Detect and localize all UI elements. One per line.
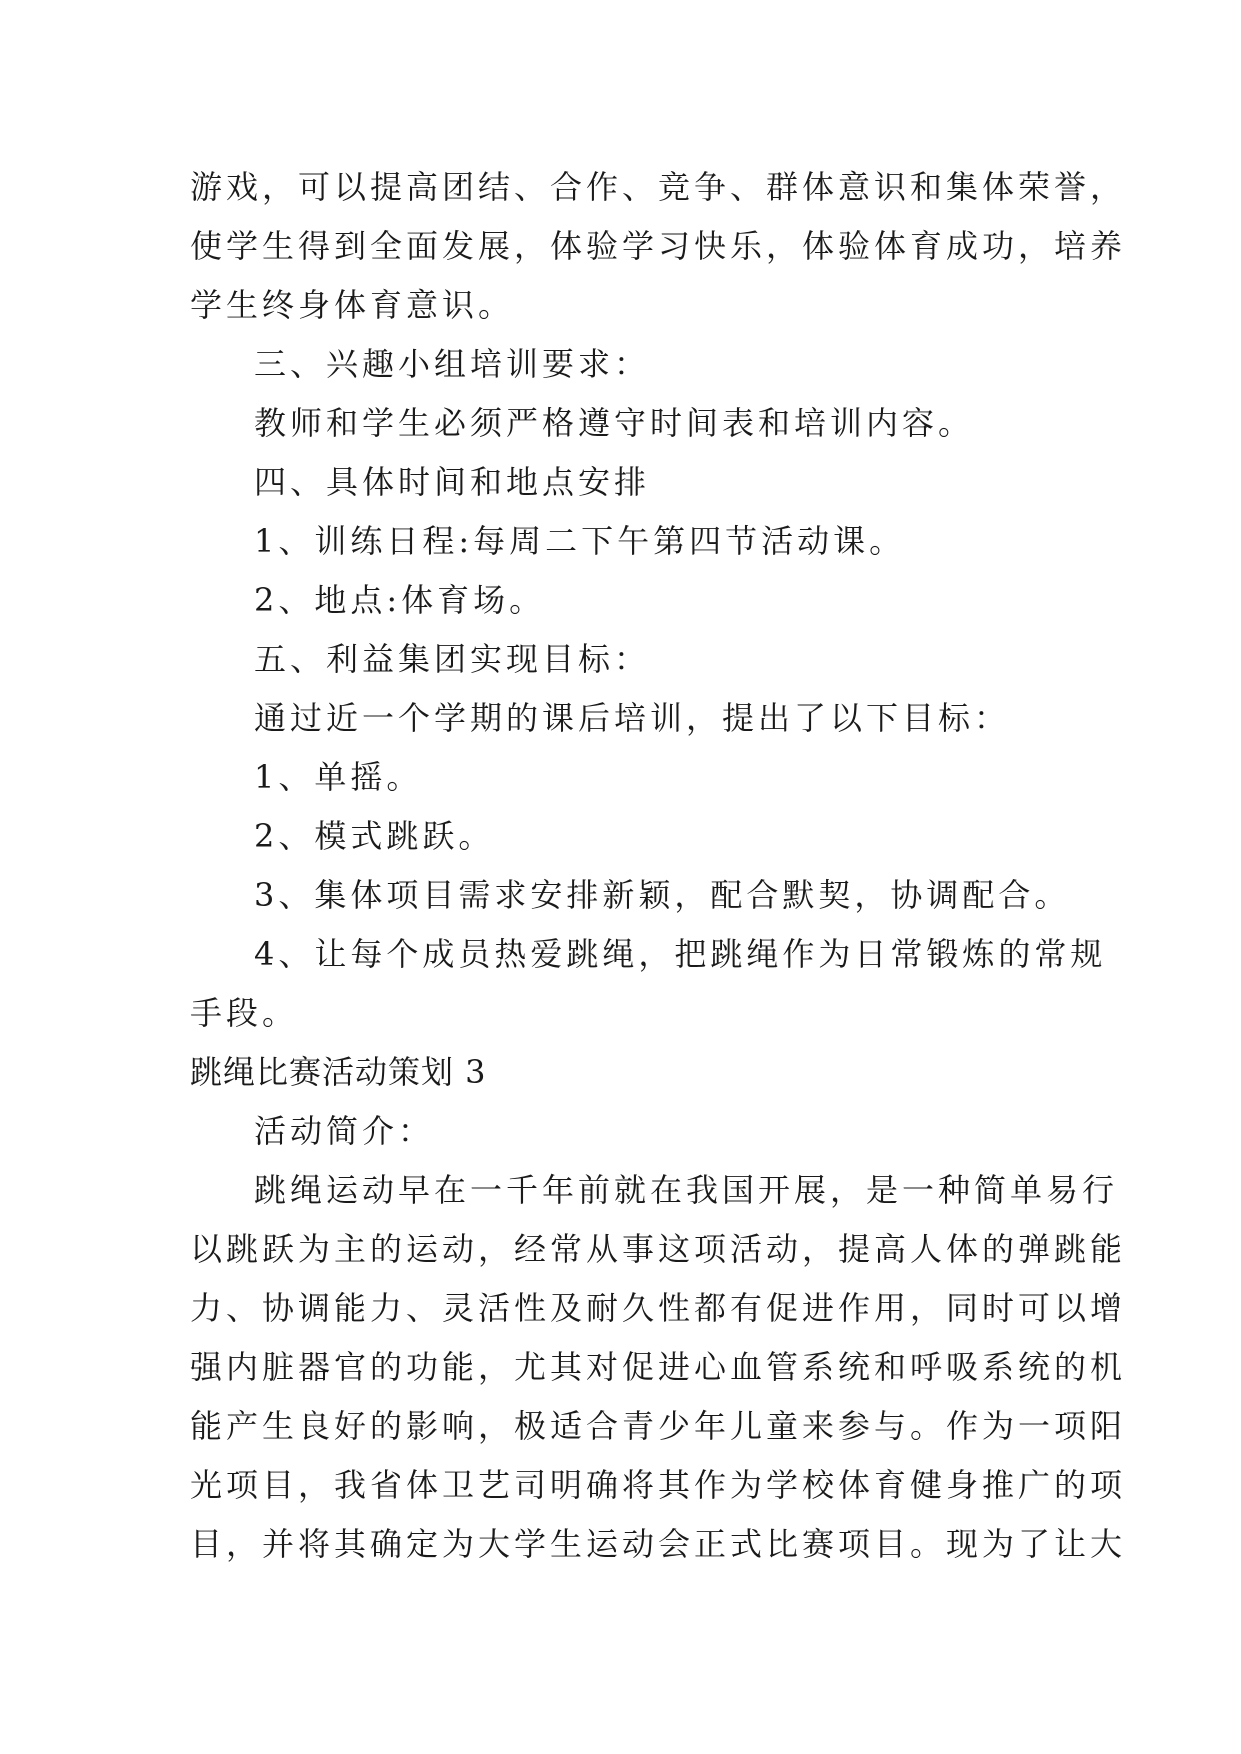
paragraph-line: 目，并将其确定为大学生运动会正式比赛项目。现为了让大 bbox=[190, 1525, 1127, 1563]
list-item: 2、地点:体育场。 bbox=[254, 581, 546, 619]
list-item: 3、集体项目需求安排新颖，配合默契，协调配合。 bbox=[254, 876, 1071, 914]
paragraph-line: 光项目，我省体卫艺司明确将其作为学校体育健身推广的项 bbox=[190, 1466, 1127, 1504]
paragraph-line: 以跳跃为主的运动，经常从事这项活动，提高人体的弹跳能 bbox=[190, 1230, 1127, 1268]
paragraph-line: 强内脏器官的功能，尤其对促进心血管系统和呼吸系统的机 bbox=[190, 1348, 1127, 1386]
section-heading: 活动简介： bbox=[254, 1112, 435, 1150]
paragraph-line: 手段。 bbox=[190, 994, 299, 1032]
paragraph-line: 学生终身体育意识。 bbox=[190, 286, 515, 324]
paragraph-line: 力、协调能力、灵活性及耐久性都有促进作用，同时可以增 bbox=[190, 1289, 1127, 1327]
document-body bbox=[190, 158, 1127, 1574]
section-heading: 五、利益集团实现目标： bbox=[254, 640, 651, 678]
list-item: 4、让每个成员热爱跳绳，把跳绳作为日常锻炼的常规 bbox=[254, 935, 1107, 973]
paragraph-line: 能产生良好的影响，极适合青少年儿童来参与。作为一项阳 bbox=[190, 1407, 1127, 1445]
paragraph-line: 通过近一个学期的课后培训，提出了以下目标： bbox=[254, 699, 1011, 737]
section-heading: 三、兴趣小组培训要求： bbox=[254, 345, 651, 383]
paragraph-line: 教师和学生必须严格遵守时间表和培训内容。 bbox=[254, 404, 975, 442]
list-item: 1、训练日程:每周二下午第四节活动课。 bbox=[254, 522, 906, 560]
paragraph-line: 使学生得到全面发展，体验学习快乐，体验体育成功，培养 bbox=[190, 227, 1127, 265]
section-heading: 四、具体时间和地点安排 bbox=[254, 463, 651, 501]
paragraph-line: 跳绳运动早在一千年前就在我国开展，是一种简单易行 bbox=[254, 1171, 1119, 1209]
document-title: 跳绳比赛活动策划 3 bbox=[190, 1053, 487, 1091]
list-item: 2、模式跳跃。 bbox=[254, 817, 495, 855]
list-item: 1、单摇。 bbox=[254, 758, 423, 796]
paragraph-line: 游戏，可以提高团结、合作、竞争、群体意识和集体荣誉， bbox=[190, 168, 1127, 206]
